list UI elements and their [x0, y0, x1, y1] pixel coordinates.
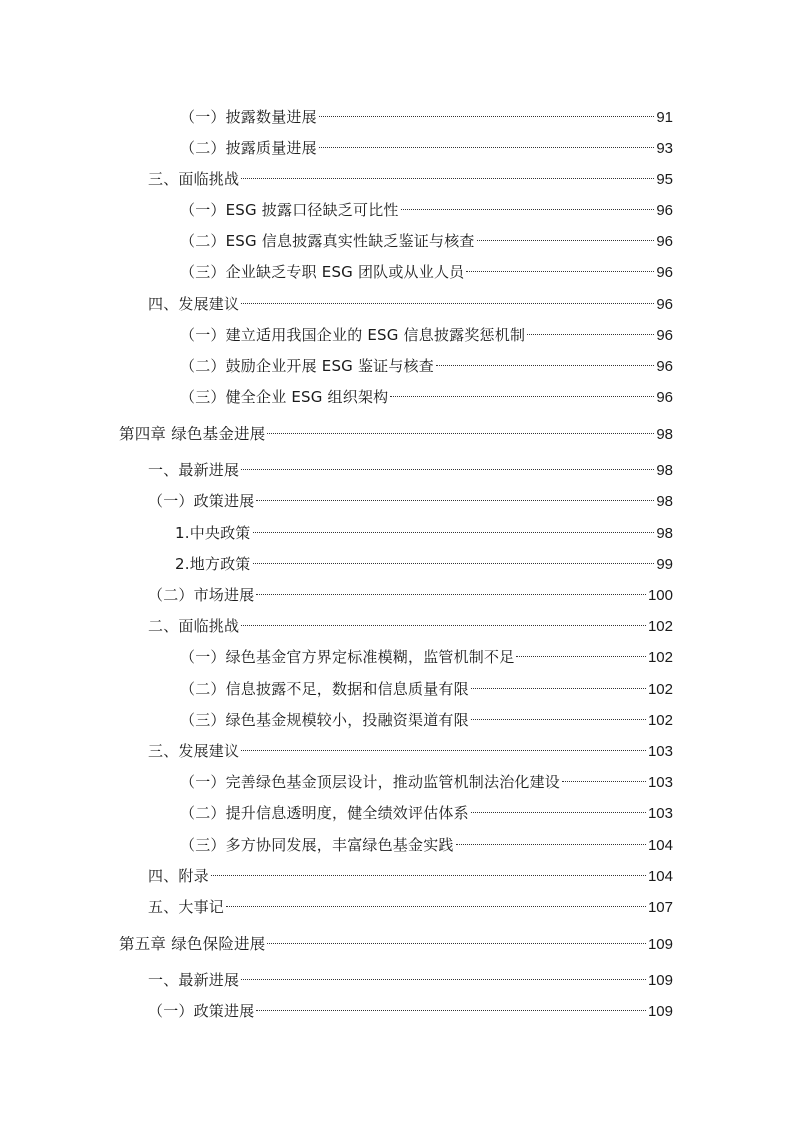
toc-entry-page: 96	[656, 233, 673, 250]
toc-entry-title: 1.中央政策	[175, 524, 251, 542]
toc-entry-title: 一、最新进展	[148, 461, 240, 479]
toc-entry[interactable]	[180, 674, 673, 700]
toc-entry-title: （二）信息披露不足，数据和信息质量有限	[180, 680, 469, 698]
toc-entry[interactable]	[180, 830, 673, 856]
toc-entry[interactable]	[180, 195, 673, 221]
toc-entry-page: 103	[647, 743, 673, 760]
toc-entry-page: 96	[656, 296, 673, 313]
toc-entry-page: 103	[647, 774, 673, 791]
dot-leader	[241, 164, 654, 184]
toc-entry-title: （一）政策进展	[148, 492, 255, 510]
toc-entry[interactable]	[180, 382, 673, 408]
dot-leader	[253, 518, 655, 538]
dot-leader	[256, 996, 646, 1016]
toc-entry-page: 99	[656, 556, 673, 573]
toc-entry[interactable]	[175, 549, 673, 575]
toc-entry[interactable]	[180, 798, 673, 824]
toc-entry[interactable]	[148, 611, 673, 637]
dot-leader	[256, 580, 646, 600]
toc-entry-page: 91	[656, 109, 673, 126]
toc-entry-page: 96	[656, 389, 673, 406]
toc-entry-page: 104	[647, 868, 673, 885]
toc-entry-title: 三、面临挑战	[148, 170, 240, 188]
toc-entry[interactable]	[148, 486, 673, 512]
toc-chapter-entry[interactable]	[119, 419, 673, 445]
toc-entry-title: （一）政策进展	[148, 1002, 255, 1020]
toc-entry[interactable]	[148, 996, 673, 1022]
toc-entry-title: （二）ESG 信息披露真实性缺乏鉴证与核查	[180, 232, 475, 250]
toc-entry-title: （二）披露质量进展	[180, 139, 317, 157]
toc-entry-title: 第五章 绿色保险进展	[119, 935, 266, 953]
toc-entry-page: 102	[647, 712, 673, 729]
toc-entry-page: 109	[647, 1003, 673, 1020]
toc-entry-page: 107	[647, 899, 673, 916]
toc-entry-page: 102	[647, 649, 673, 666]
dot-leader	[477, 226, 655, 246]
dot-leader	[241, 289, 654, 309]
toc-entry-page: 96	[656, 202, 673, 219]
toc-entry-title: 五、大事记	[148, 898, 225, 916]
dot-leader	[516, 642, 646, 662]
toc-entry-page: 109	[647, 972, 673, 989]
toc-entry[interactable]	[180, 133, 673, 159]
toc-entry-page: 102	[647, 618, 673, 635]
toc-entry[interactable]	[180, 257, 673, 283]
toc-entry-page: 96	[656, 358, 673, 375]
dot-leader	[471, 674, 646, 694]
toc-entry[interactable]	[180, 705, 673, 731]
toc-entry[interactable]	[175, 518, 673, 544]
toc-entry[interactable]	[148, 892, 673, 918]
toc-entry-title: 第四章 绿色基金进展	[119, 425, 266, 443]
toc-entry-title: （一）完善绿色基金顶层设计，推动监管机制法治化建设	[180, 773, 561, 791]
dot-leader	[267, 929, 646, 949]
toc-entry-title: 一、最新进展	[148, 971, 240, 989]
toc-entry-title: 2.地方政策	[175, 555, 251, 573]
toc-entry-page: 109	[647, 936, 673, 953]
toc-entry[interactable]	[148, 736, 673, 762]
toc-entry[interactable]	[180, 102, 673, 128]
toc-entry-page: 93	[656, 140, 673, 157]
dot-leader	[471, 798, 646, 818]
toc-entry[interactable]	[148, 580, 673, 606]
dot-leader	[267, 419, 654, 439]
dot-leader	[241, 455, 654, 475]
toc-entry[interactable]	[148, 164, 673, 190]
toc-entry-title: 四、发展建议	[148, 295, 240, 313]
toc-entry-page: 95	[656, 171, 673, 188]
toc-entry[interactable]	[148, 289, 673, 315]
toc-entry-page: 96	[656, 327, 673, 344]
toc-entry-title: 二、面临挑战	[148, 617, 240, 635]
dot-leader	[241, 965, 646, 985]
toc-entry-page: 103	[647, 805, 673, 822]
toc-entry-title: （一）ESG 披露口径缺乏可比性	[180, 201, 399, 219]
toc-entry-page: 98	[656, 493, 673, 510]
toc-entry-title: （一）披露数量进展	[180, 108, 317, 126]
toc-entry-page: 98	[656, 462, 673, 479]
toc-entry-title: （二）提升信息透明度，健全绩效评估体系	[180, 804, 469, 822]
dot-leader	[527, 320, 654, 340]
toc-entry-title: 三、发展建议	[148, 742, 240, 760]
toc-entry-page: 98	[656, 426, 673, 443]
dot-leader	[241, 736, 646, 756]
dot-leader	[319, 133, 655, 153]
toc-chapter-entry[interactable]	[119, 929, 673, 955]
toc-entry[interactable]	[180, 767, 673, 793]
toc-entry[interactable]	[180, 320, 673, 346]
toc-entry-page: 96	[656, 264, 673, 281]
toc-entry[interactable]	[148, 965, 673, 991]
dot-leader	[226, 892, 646, 912]
toc-entry-title: （三）多方协同发展，丰富绿色基金实践	[180, 836, 454, 854]
dot-leader	[241, 611, 646, 631]
toc-entry-page: 102	[647, 681, 673, 698]
toc-entry[interactable]	[180, 642, 673, 668]
toc-entry-title: （一）绿色基金官方界定标准模糊，监管机制不足	[180, 648, 515, 666]
dot-leader	[401, 195, 655, 215]
dot-leader	[390, 382, 654, 402]
toc-entry[interactable]	[180, 226, 673, 252]
dot-leader	[253, 549, 655, 569]
toc-entry-title: （三）绿色基金规模较小，投融资渠道有限	[180, 711, 469, 729]
dot-leader	[256, 486, 654, 506]
dot-leader	[436, 351, 654, 371]
toc-entry-page: 98	[656, 525, 673, 542]
toc-entry-title: （二）市场进展	[148, 586, 255, 604]
toc-entry-title: （三）企业缺乏专职 ESG 团队或从业人员	[180, 263, 465, 281]
toc-entry[interactable]	[148, 455, 673, 481]
toc-entry-title: 四、附录	[148, 867, 209, 885]
toc-entry-title: （一）建立适用我国企业的 ESG 信息披露奖惩机制	[180, 326, 526, 344]
dot-leader	[466, 257, 654, 277]
toc-entry-page: 104	[647, 837, 673, 854]
toc-entry-title: （三）健全企业 ESG 组织架构	[180, 388, 389, 406]
dot-leader	[562, 767, 646, 787]
toc-entry-title: （二）鼓励企业开展 ESG 鉴证与核查	[180, 357, 434, 375]
dot-leader	[456, 830, 646, 850]
toc-entry[interactable]	[180, 351, 673, 377]
dot-leader	[211, 861, 646, 881]
toc-entry[interactable]	[148, 861, 673, 887]
dot-leader	[471, 705, 646, 725]
dot-leader	[319, 102, 655, 122]
toc-entry-page: 100	[647, 587, 673, 604]
